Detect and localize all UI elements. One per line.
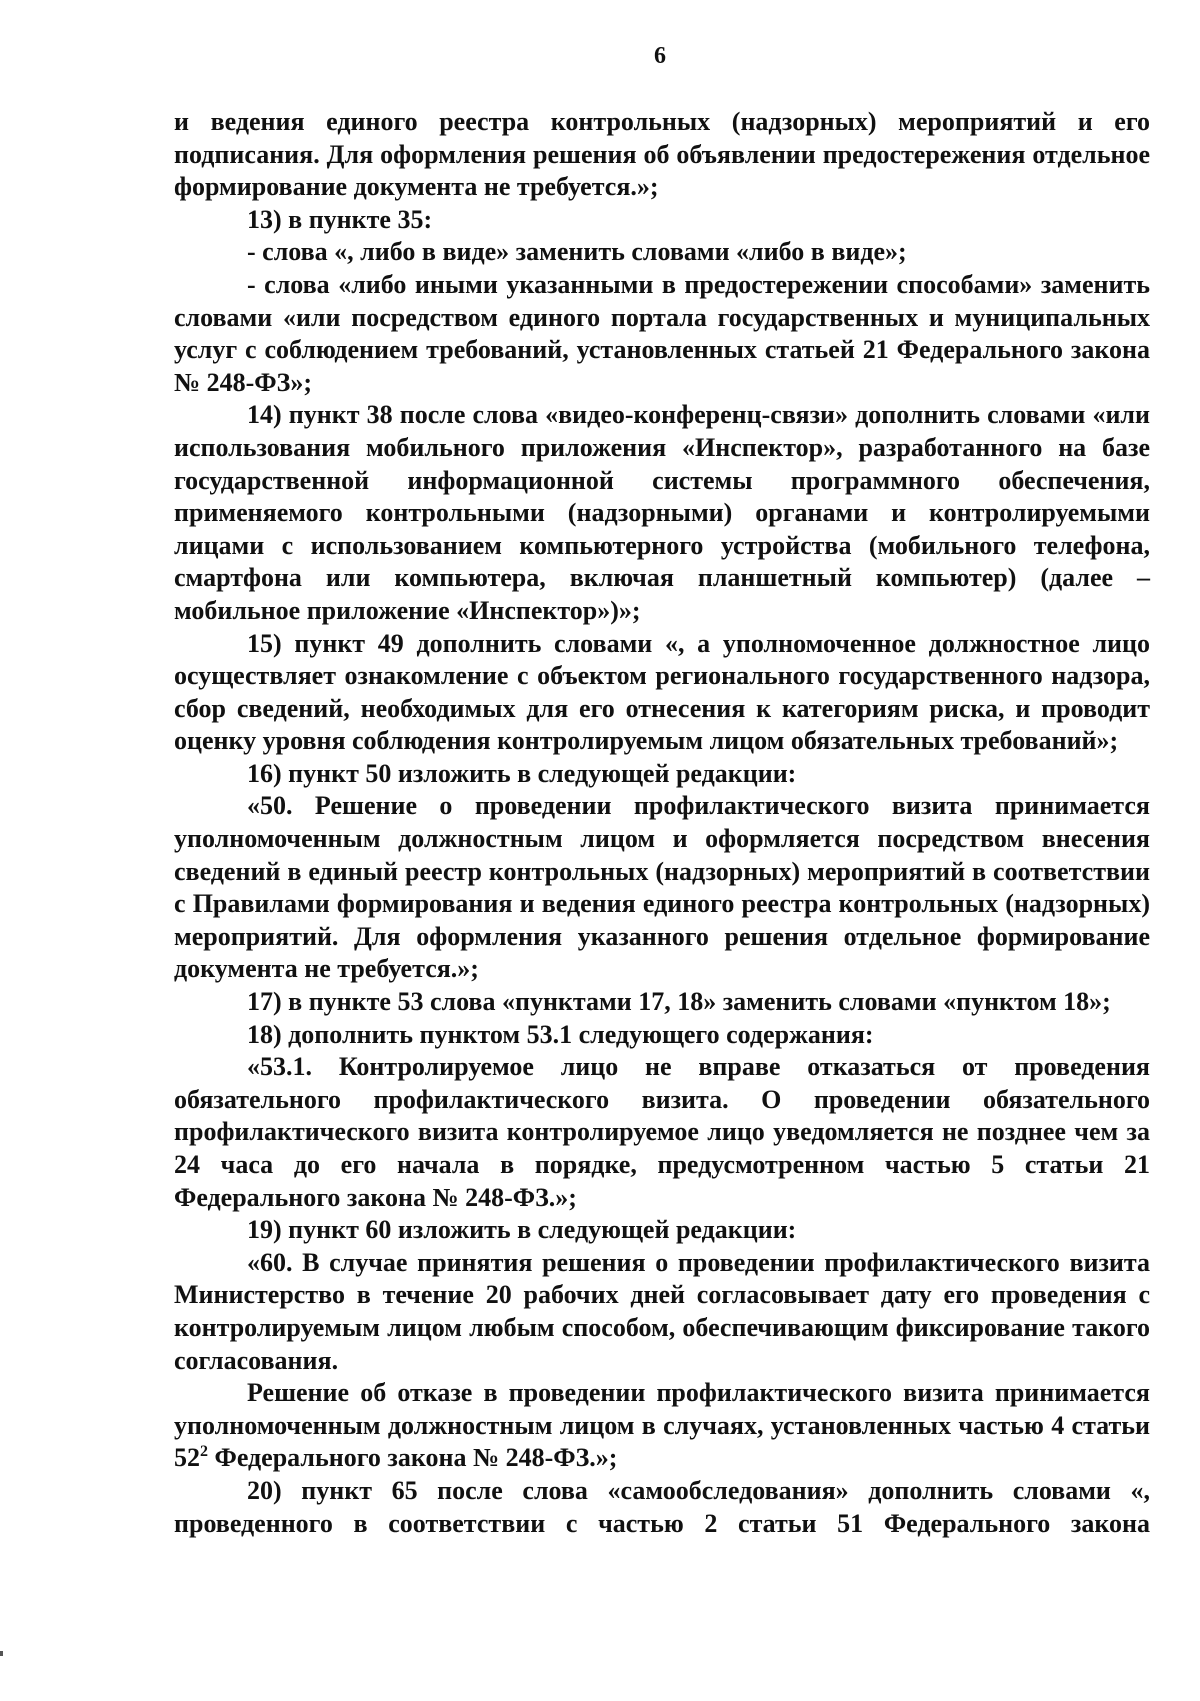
paragraph-item-18: 18) дополнить пунктом 53.1 следующего содержания: [247,1019,874,1049]
paragraph-item-15: 15) пункт 49 дополнить словами «, а уполномоченное должностное лицо осуществляет ознакомление с объектом регионального государственного надзора, сбор сведений, необходимых для его отнесения к категориям риска, и проводит оценку уровня соблюдения контролируемым лицом обязательных требований»; [174,628,1150,756]
refusal-text-after: Федерального закона № 248-ФЗ.»; [208,1443,618,1473]
paragraph-item-13: 13) в пункте 35: [247,204,433,234]
paragraph-clause-50: «50. Решение о проведении профилактического визита принимается уполномоченным должностным лицом и оформляется посредством внесения сведений в единый реестр контрольных (надзорных) мероприятий в соответствии с Правилами формирования и ведения единого реестра контрольных (надзорных) мероприятий. Для оформления указанного решения отдельное формирование документа не требуется.»; [174,791,1150,984]
paragraph-item-13-a: - слова «, либо в виде» заменить словами «либо в виде»; [247,237,907,267]
paragraph-refusal-decision [174,1377,1150,1475]
scan-artifact [0,1651,3,1656]
paragraph-item-19: 19) пункт 60 изложить в следующей редакции: [247,1215,797,1245]
paragraph-item-17: 17) в пункте 53 слова «пунктами 17, 18» заменить словами «пунктом 18»; [247,987,1111,1017]
paragraph-item-14: 14) пункт 38 после слова «видео-конференц-связи» дополнить словами «или использования мобильного приложения «Инспектор», разработанного на базе государственной информационной системы программного обеспечения, применяемого контрольными (надзорными) органами и контролируемыми лицами с использованием компьютерного устройства (мобильного телефона, смартфона или компьютера, включая планшетный компьютер) (далее – мобильное приложение «Инспектор»)»; [174,400,1150,625]
page-number: 6 [654,43,666,69]
paragraph-item-13-b: - слова «либо иными указанными в предостережении способами» заменить словами «или посредством единого портала государственных и муниципальных услуг с соблюдением требований, установленных статьей 21 Федерального закона № 248-ФЗ»; [174,269,1150,397]
refusal-text-before: Решение об отказе в проведении профилактического визита принимается уполномоченным должностным лицом в случаях, установленных частью 4 статьи 52 [174,1378,1150,1473]
paragraph-clause-53-1: «53.1. Контролируемое лицо не вправе отказаться от проведения обязательного профилактического визита. О проведении обязательного профилактического визита контролируемое лицо уведомляется не позднее чем за 24 часа до его начала в порядке, предусмотренном частью 5 статьи 21 Федерального закона № 248-ФЗ.»; [174,1052,1150,1212]
paragraph-continuation: и ведения единого реестра контрольных (надзорных) мероприятий и его подписания. Для оформления решения об объявлении предостережения отдельное формирование документа не требуется.»; [174,107,1150,202]
paragraph-clause-60: «60. В случае принятия решения о проведении профилактического визита Министерство в течение 20 рабочих дней согласовывает дату его проведения с контролируемым лицом любым способом, обеспечивающим фиксирование такого согласования. [174,1247,1150,1375]
paragraph-item-16: 16) пункт 50 изложить в следующей редакции: [247,758,797,788]
article-superscript: 2 [200,1443,208,1461]
paragraph-item-20: 20) пункт 65 после слова «самообследования» дополнить словами «, проведенного в соответствии с частью 2 статьи 51 Федерального закона [174,1475,1150,1538]
document-body [174,106,1150,1540]
